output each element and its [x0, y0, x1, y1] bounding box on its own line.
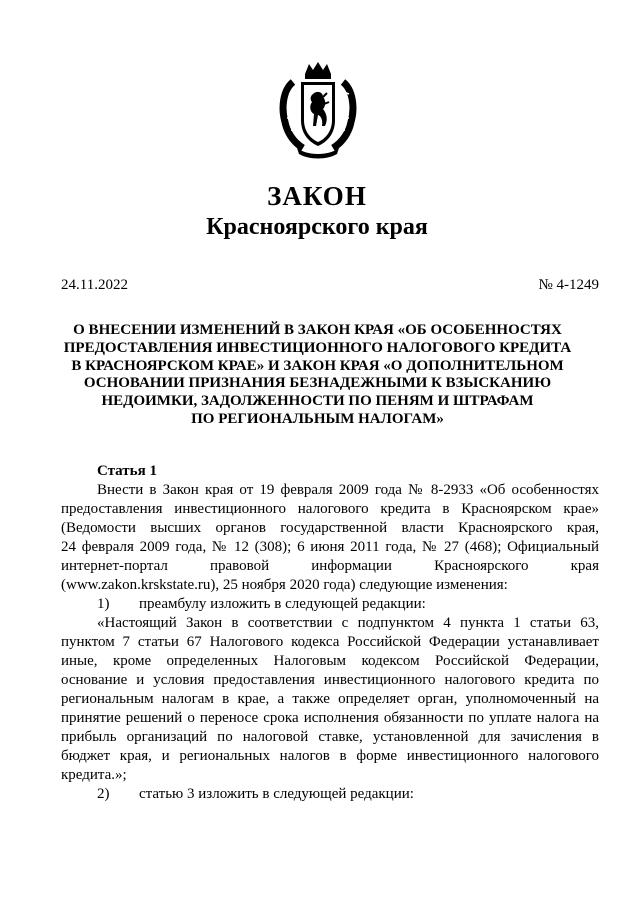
- body-line: (Ведомости высших органов государственной власти Красноярского края,: [61, 520, 599, 536]
- quote-line: кредита.»;: [61, 767, 127, 783]
- list-item-text: статью 3 изложить в следующей редакции:: [139, 786, 414, 802]
- quote-line: иные, кроме определенных Налоговым кодексом Российской Федерации,: [61, 653, 599, 669]
- heading-line: В КРАСНОЯРСКОМ КРАЕ» И ЗАКОН КРАЯ «О ДОПОЛНИТЕЛЬНОМ: [71, 357, 564, 374]
- document-heading: [40, 322, 595, 429]
- body-line: Внести в Закон края от 19 февраля 2009 года № 8-2933 «Об особенностях: [97, 482, 599, 498]
- quote-line: бюджет края, и региональных налогов в форме инвестиционного налогового: [61, 748, 599, 764]
- law-date: 24.11.2022: [61, 277, 128, 293]
- quote-line: основание и условия предоставления инвестиционного налогового кредита по: [61, 672, 599, 688]
- heading-line: О ВНЕСЕНИИ ИЗМЕНЕНИЙ В ЗАКОН КРАЯ «ОБ ОСОБЕННОСТЯХ: [73, 322, 562, 338]
- list-item-text: преамбулу изложить в следующей редакции:: [139, 596, 426, 612]
- list-item: [61, 785, 599, 804]
- body-line: 24 февраля 2009 года, № 12 (308); 6 июня 2011 года, № 27 (468); Официальный: [61, 539, 599, 555]
- heading-line: ОСНОВАНИИ ПРИЗНАНИЯ БЕЗНАДЕЖНЫМИ К ВЗЫСКАНИЮ: [83, 375, 552, 392]
- quote-line: пунктом 7 статьи 67 Налогового кодекса Российской Федерации устанавливает: [61, 634, 599, 650]
- law-number: № 4-1249: [538, 277, 599, 293]
- krasnoyarsk-coat-of-arms-icon: [279, 60, 357, 162]
- article-title: Статья 1: [97, 463, 157, 479]
- quote-line: «Настоящий Закон в соответствии с подпунктом 4 пункта 1 статьи 63,: [97, 615, 599, 631]
- list-item: [61, 595, 599, 614]
- quote-line: региональным налогам в крае, а также определяет орган, уполномоченный на: [61, 691, 599, 707]
- body-line: предоставления инвестиционного налогового кредита в Красноярском крае»: [61, 501, 599, 517]
- document-body: [61, 462, 599, 804]
- quote-line: принятие решений о переносе срока исполнения обязанности по уплате налога на: [61, 710, 599, 726]
- heading-line: ПО РЕГИОНАЛЬНЫМ НАЛОГАМ»: [191, 410, 444, 427]
- body-line: интернет-портал правовой информации Красноярского края: [61, 558, 599, 574]
- list-item-number: 1): [97, 596, 110, 612]
- body-line: (www.zakon.krskstate.ru), 25 ноября 2020 года) следующие изменения:: [61, 577, 508, 593]
- law-subtitle: Красноярского края: [206, 214, 428, 240]
- law-title: ЗАКОН: [267, 181, 367, 211]
- heading-line: ПРЕДОСТАВЛЕНИЯ ИНВЕСТИЦИОННОГО НАЛОГОВОГО КРЕДИТА: [63, 339, 572, 356]
- heading-line: НЕДОИМКИ, ЗАДОЛЖЕННОСТИ ПО ПЕНЯМ И ШТРАФАМ: [101, 393, 534, 410]
- quote-line: прибыль организаций по налоговой ставке, установленной для зачисления в: [61, 729, 599, 745]
- list-item-number: 2): [97, 786, 110, 802]
